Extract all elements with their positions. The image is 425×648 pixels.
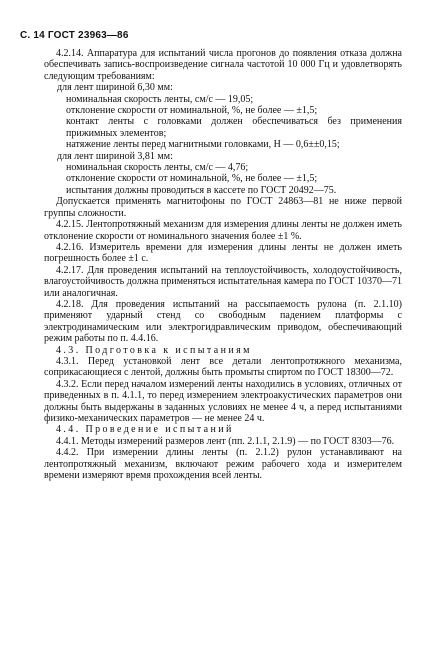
paragraph-4-2-17: 4.2.17. Для проведения испытаний на теплоустойчивость, холодоустойчивость, влагоустойчивость должна применяться испытательная камера по ГОСТ 10370—71 или аналогичная. bbox=[44, 264, 402, 299]
paragraph-4-2-18: 4.2.18. Для проведения испытаний на рассыпаемость рулона (п. 2.1.10) применяют ударный стенд со свободным падением платформы с электродинамическим или электрогидравлическим приводом, обеспечивающий режим работы по п. 4.4.16. bbox=[44, 298, 402, 345]
list-item: испытания должны проводиться в кассете по ГОСТ 20492—75. bbox=[66, 184, 337, 196]
paragraph-4-3-1: 4.3.1. Перед установкой лент все детали лентопротяжного механизма, соприкасающиеся с лентой, должны быть промыты спиртом по ГОСТ 18300—72. bbox=[44, 355, 402, 379]
paragraph-4-2-15: 4.2.15. Лентопротяжный механизм для измерения длины ленты не должен иметь отклонение скорости от номинального значения более ±1 %. bbox=[44, 219, 402, 242]
paragraph-4-3-2: 4.3.2. Если перед началом измерений ленты находились в условиях, отличных от приведенных в п. 4.1.1, то перед измерением электроакустических параметров они должны быть выдержаны в заданных условиях не менее 4 ч, а перед испытаниями физико-механических параметров — не менее 24 ч. bbox=[44, 378, 402, 424]
list-heading-6-30: для лент шириной 6,30 мм: bbox=[57, 82, 173, 94]
list-item: номинальная скорость ленты, см/с — 19,05; bbox=[66, 93, 254, 105]
list-item: отклонение скорости от номинальной, %, не более — ±1,5; bbox=[66, 105, 318, 117]
section-heading-4-3: 4.3. Подготовка к испытаниям bbox=[56, 344, 252, 356]
section-heading-4-4: 4.4. Проведение испытаний bbox=[56, 424, 234, 436]
list-item: контакт ленты с головками должен обеспечиваться без применения прижимных элементов; bbox=[66, 116, 402, 139]
document-body bbox=[44, 48, 402, 481]
paragraph-4-2-16: 4.2.16. Измеритель времени для измерения длины ленты не должен иметь погрешность более ±1 с. bbox=[44, 241, 402, 265]
list-item: отклонение скорости от номинальной, %, не более — ±1,5; bbox=[66, 173, 318, 185]
list-item: натяжение ленты перед магнитными головками, Н — 0,6±±0,15; bbox=[66, 139, 340, 151]
paragraph-4-4-2: 4.4.2. При измерении длины ленты (п. 2.1.2) рулон устанавливают на лентопротяжный механизм, включают режим рабочего хода и измерителем времени измеряют время прохождения всей ленты. bbox=[44, 447, 402, 482]
list-heading-3-81: для лент шириной 3,81 мм: bbox=[57, 150, 173, 162]
list-item: номинальная скорость ленты, см/с — 4,76; bbox=[66, 162, 249, 174]
paragraph-4-2-14: 4.2.14. Аппаратура для испытаний числа прогонов до появления отказа должна обеспечивать запись-воспроизведение сигнала частотой 10 000 Гц и удовлетворять следующим требованиям: bbox=[44, 48, 402, 82]
paragraph-allowed-recorders: Допускается применять магнитофоны по ГОСТ 24863—81 не ниже первой группы сложности. bbox=[44, 196, 402, 219]
paragraph-4-4-1: 4.4.1. Методы измерений размеров лент (пп. 2.1.1, 2.1.9) — по ГОСТ 8303—76. bbox=[56, 435, 395, 447]
page-header: С. 14 ГОСТ 23963—86 bbox=[20, 30, 129, 41]
